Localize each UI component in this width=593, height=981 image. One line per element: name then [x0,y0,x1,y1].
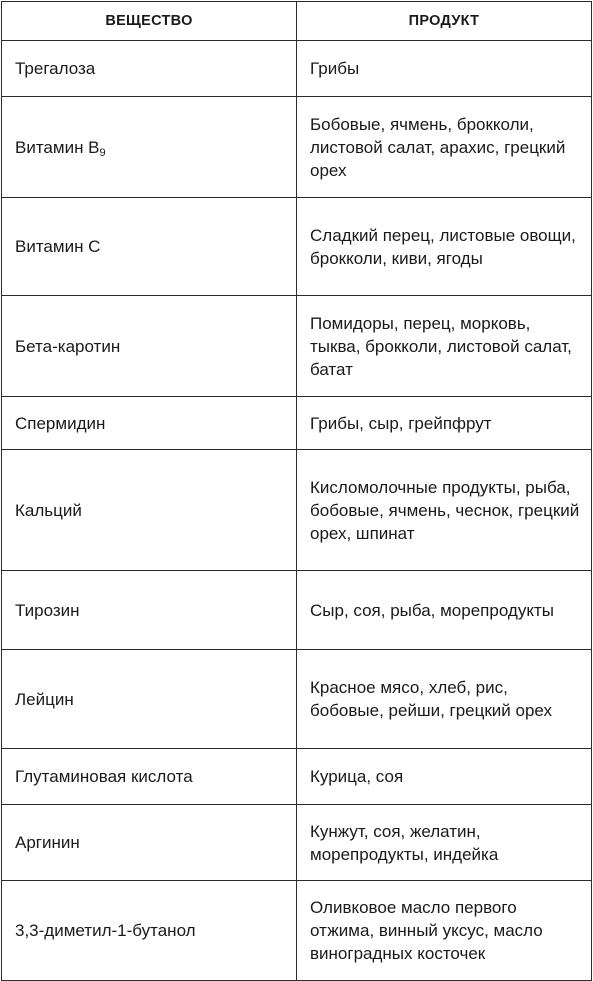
substance-cell: Бета-каротин [2,296,297,397]
product-cell: Грибы [297,41,592,97]
product-cell: Сыр, соя, рыба, морепродукты [297,571,592,650]
product-cell: Сладкий перец, листовые овощи, брокколи, киви, ягоды [297,198,592,296]
header-substance: ВЕЩЕСТВО [2,2,297,41]
substance-cell: Кальций [2,450,297,571]
table-row [2,450,592,571]
header-product: ПРОДУКТ [297,2,592,41]
product-cell: Грибы, сыр, грейпфрут [297,397,592,450]
header-row [2,2,592,41]
substance-cell: 3,3-диметил-1-бутанол [2,881,297,981]
product-cell: Курица, соя [297,749,592,805]
table-row [2,650,592,749]
product-cell: Бобовые, ячмень, брокколи, листовой салат, арахис, грецкий орех [297,97,592,198]
table-row [2,571,592,650]
substance-cell: Спермидин [2,397,297,450]
substance-cell [2,97,297,198]
table-row [2,97,592,198]
table-row [2,198,592,296]
product-cell: Кисломолочные продукты, рыба, бобовые, ячмень, чеснок, грецкий орех, шпинат [297,450,592,571]
substance-cell: Трегалоза [2,41,297,97]
substance-subscript: 9 [99,146,106,159]
table-row [2,749,592,805]
table-row [2,397,592,450]
product-cell: Помидоры, перец, морковь, тыква, брокколи, листовой салат, батат [297,296,592,397]
table-row [2,805,592,881]
substance-cell: Глутаминовая кислота [2,749,297,805]
table-row [2,41,592,97]
table-row [2,296,592,397]
substance-product-table [1,1,592,981]
substance-cell: Тирозин [2,571,297,650]
table-row [2,881,592,981]
product-cell: Красное мясо, хлеб, рис, бобовые, рейши, грецкий орех [297,650,592,749]
substance-name: Витамин B [15,137,100,157]
product-cell: Оливковое масло первого отжима, винный уксус, масло виноградных косточек [297,881,592,981]
substance-cell: Лейцин [2,650,297,749]
product-cell: Кунжут, соя, желатин, морепродукты, индейка [297,805,592,881]
substance-cell: Аргинин [2,805,297,881]
substance-cell: Витамин C [2,198,297,296]
